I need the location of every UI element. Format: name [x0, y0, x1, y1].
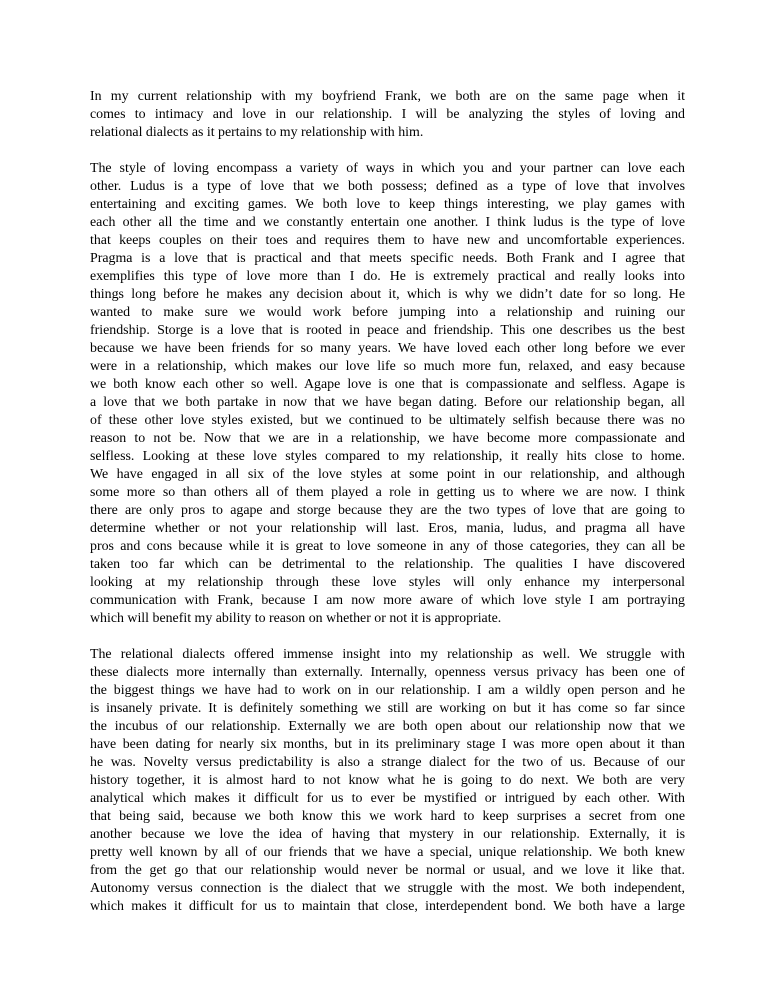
- text-line: each other all the time and we constantly entertain one another. I think ludus is the type of love: [90, 215, 685, 230]
- text-line: from the get go that our relationship would never be normal or usual, and we love it like that.: [90, 863, 685, 878]
- text-line: We have engaged in all six of the love styles at some point in our relationship, and although: [90, 467, 685, 482]
- text-line: a love that we both partake in now that we have began dating. Before our relationship began, all: [90, 395, 685, 410]
- text-line: Autonomy versus connection is the dialect that we struggle with the most. We both independent,: [90, 881, 685, 896]
- text-line: have been dating for nearly six months, but in its preliminary stage I was more open about it than: [90, 737, 685, 752]
- text-line: the biggest things we have had to work on in our relationship. I am a wildly open person and he: [90, 683, 685, 698]
- text-line: comes to intimacy and love in our relationship. I will be analyzing the styles of loving and: [90, 107, 685, 122]
- text-line: The style of loving encompass a variety of ways in which you and your partner can love each: [90, 161, 685, 176]
- text-line: determine whether or not your relationship will last. Eros, mania, ludus, and pragma all have: [90, 521, 685, 536]
- text-line: In my current relationship with my boyfriend Frank, we both are on the same page when it: [90, 89, 685, 104]
- text-line: there are only pros to agape and storge because they are the two types of love that are going to: [90, 503, 685, 518]
- document-body: [90, 88, 685, 934]
- text-line: entertaining and exciting games. We both love to keep things interesting, we play games with: [90, 197, 685, 212]
- text-line: which will benefit my ability to reason on whether or not it is appropriate.: [90, 611, 502, 626]
- text-line: other. Ludus is a type of love that we both possess; defined as a type of love that involves: [90, 179, 685, 194]
- text-line: relational dialects as it pertains to my relationship with him.: [90, 125, 424, 140]
- text-line: another because we love the idea of having that mystery in our relationship. Externally, it is: [90, 827, 685, 842]
- text-line: exemplifies this type of love more than I do. He is extremely practical and really looks into: [90, 269, 685, 284]
- text-line: is insanely private. It is definitely something we still are working on but it has come so far since: [90, 701, 685, 716]
- text-line: pros and cons because while it is great to love someone in any of those categories, they can all be: [90, 539, 685, 554]
- text-line: because we have been friends for so many years. We have loved each other long before we ever: [90, 341, 685, 356]
- text-line: taken too far which can be detrimental to the relationship. The qualities I have discovered: [90, 557, 685, 572]
- text-line: friendship. Storge is a love that is rooted in peace and friendship. This one describes us the best: [90, 323, 685, 338]
- paragraph: [90, 646, 685, 916]
- text-line: some more so than others all of them played a role in getting us to where we are now. I think: [90, 485, 685, 500]
- text-line: that keeps couples on their toes and requires them to have new and uncomfortable experiences.: [90, 233, 685, 248]
- text-line: wanted to make sure we would work before jumping into a relationship and ruining our: [90, 305, 685, 320]
- text-line: things long before he makes any decision about it, which is why we didn’t date for so long. He: [90, 287, 685, 302]
- text-line: we both know each other so well. Agape love is one that is compassionate and selfless. Agape is: [90, 377, 685, 392]
- text-line: the incubus of our relationship. Externally we are both open about our relationship now that we: [90, 719, 685, 734]
- text-line: reason to not be. Now that we are in a relationship, we have become more compassionate and: [90, 431, 685, 446]
- text-line: pretty well known by all of our friends that we have a special, unique relationship. We both knew: [90, 845, 685, 860]
- text-line: that being said, because we both know this we work hard to keep surprises a secret from one: [90, 809, 685, 824]
- text-line: which makes it difficult for us to maintain that close, interdependent bond. We both have a large: [90, 899, 685, 914]
- paragraph: [90, 160, 685, 628]
- text-line: Pragma is a love that is practical and that meets specific needs. Both Frank and I agree that: [90, 251, 685, 266]
- text-line: analytical which makes it difficult for us to ever be mystified or intrigued by each other. With: [90, 791, 685, 806]
- text-line: of these other love styles existed, but we continued to be ultimately selfish because there was no: [90, 413, 685, 428]
- text-line: these dialects more internally than externally. Internally, openness versus privacy has been one of: [90, 665, 685, 680]
- text-line: looking at my relationship through these love styles will only enhance my interpersonal: [90, 575, 685, 590]
- text-line: history together, it is almost hard to not know what he is going to do next. We both are very: [90, 773, 685, 788]
- text-line: The relational dialects offered immense insight into my relationship as well. We struggle with: [90, 647, 685, 662]
- text-line: communication with Frank, because I am now more aware of which love style I am portraying: [90, 593, 685, 608]
- paragraph: [90, 88, 685, 142]
- text-line: were in a relationship, which makes our love life so much more fun, relaxed, and easy because: [90, 359, 685, 374]
- text-line: he was. Novelty versus predictability is also a strange dialect for the two of us. Because of our: [90, 755, 685, 770]
- text-line: selfless. Looking at these love styles compared to my relationship, it really hits close to home.: [90, 449, 685, 464]
